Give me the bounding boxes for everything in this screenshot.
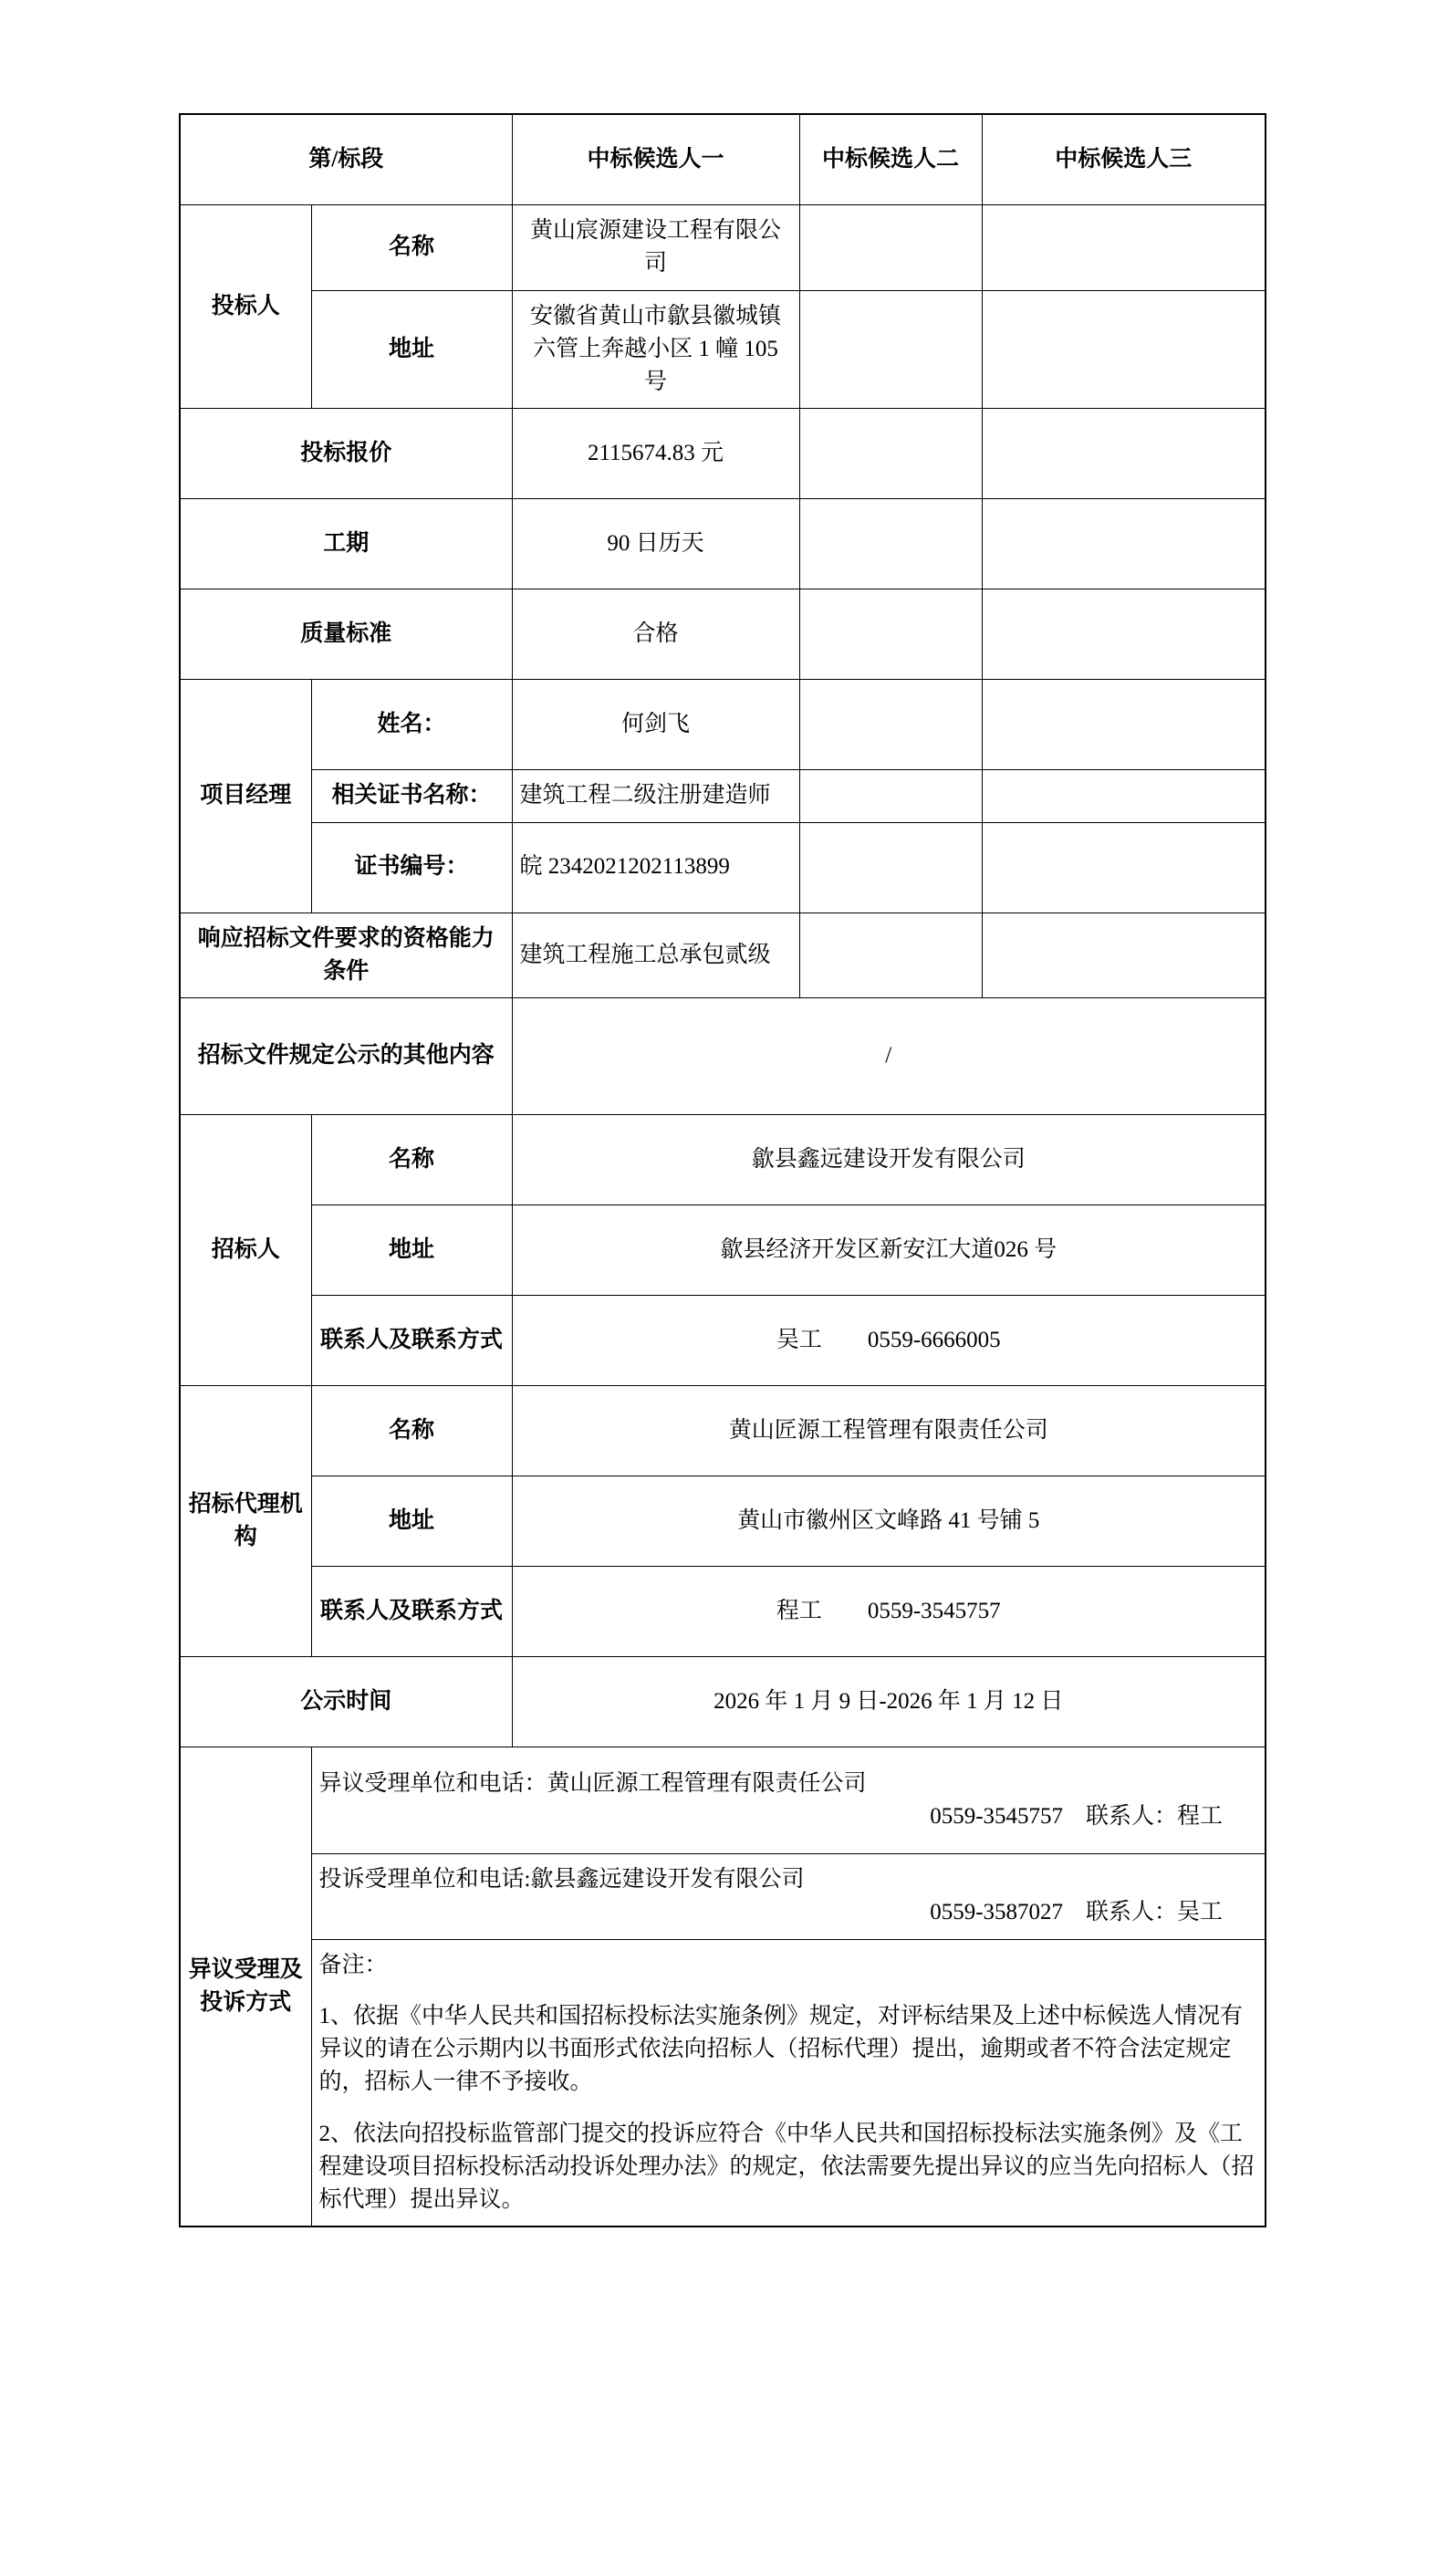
complaint-unit-line-1: 投诉受理单位和电话:歙县鑫远建设开发有限公司 (318, 1867, 805, 1892)
qualification-value: 建筑工程施工总承包贰级 (512, 913, 799, 998)
agency-contact-label: 联系人及联系方式 (311, 1567, 512, 1657)
agency-address-row (180, 1476, 1266, 1567)
pm-name-row (180, 680, 1266, 770)
objection-unit-cell (311, 1747, 1266, 1854)
bid-quality-candidate3 (982, 589, 1266, 680)
agency-name-value: 黄山匠源工程管理有限责任公司 (512, 1386, 1266, 1476)
publication-label: 公示时间 (180, 1657, 512, 1747)
header-candidate-2: 中标候选人二 (799, 114, 982, 205)
complaint-unit-cell (311, 1854, 1266, 1940)
bidder-name-value: 黄山宸源建设工程有限公司 (512, 205, 799, 291)
tenderer-contact-row (180, 1296, 1266, 1386)
table-header-row (180, 114, 1266, 205)
bid-price-label: 投标报价 (180, 409, 512, 499)
header-section-label: 第/标段 (180, 114, 512, 205)
bid-quality-label: 质量标准 (180, 589, 512, 680)
bid-candidate-announcement-table (179, 113, 1265, 2227)
agency-name-label: 名称 (311, 1386, 512, 1476)
bid-quality-value: 合格 (512, 589, 799, 680)
pm-cert-no-candidate2 (799, 822, 982, 913)
tenderer-group-label: 招标人 (180, 1115, 311, 1386)
agency-group-label: 招标代理机构 (180, 1386, 311, 1657)
pm-cert-name-row (180, 770, 1266, 822)
note-item-1: 1、依据《中华人民共和国招标投标法实施条例》规定，对评标结果及上述中标候选人情况有异议的请在公示期内以书面形式依法向招标人（招标代理）提出，逾期或者不符合法定规定的，招标人一律不予接收。 (318, 2003, 1244, 2095)
tenderer-address-row (180, 1205, 1266, 1296)
bidder-address-row (180, 290, 1266, 409)
notes-label: 备注： (318, 1952, 388, 1977)
bid-price-value: 2115674.83 元 (512, 409, 799, 499)
objection-unit-row (180, 1747, 1266, 1854)
qualification-row (180, 913, 1266, 998)
bidder-address-candidate3 (982, 290, 1266, 409)
bid-duration-candidate2 (799, 499, 982, 589)
pm-name-value: 何剑飞 (512, 680, 799, 770)
objection-group-label: 异议受理及投诉方式 (180, 1747, 311, 2227)
bidder-group-label: 投标人 (180, 205, 311, 409)
pm-cert-no-row (180, 822, 1266, 913)
other-content-value: / (512, 998, 1266, 1115)
other-content-row (180, 998, 1266, 1115)
agency-contact-row (180, 1567, 1266, 1657)
bid-price-candidate2 (799, 409, 982, 499)
notes-row (180, 1939, 1266, 2227)
tenderer-address-label: 地址 (311, 1205, 512, 1296)
tenderer-name-row (180, 1115, 1266, 1205)
pm-cert-name-candidate2 (799, 770, 982, 822)
notes-cell (311, 1939, 1266, 2227)
announcement-table (179, 113, 1266, 2227)
header-candidate-3: 中标候选人三 (982, 114, 1266, 205)
agency-address-value: 黄山市徽州区文峰路 41 号铺 5 (512, 1476, 1266, 1567)
objection-unit-line-1: 异议受理单位和电话：黄山匠源工程管理有限责任公司 (318, 1770, 867, 1796)
pm-cert-name-value: 建筑工程二级注册建造师 (512, 770, 799, 822)
bid-quality-candidate2 (799, 589, 982, 680)
bid-price-row (180, 409, 1266, 499)
bidder-name-candidate3 (982, 205, 1266, 291)
pm-cert-no-value: 皖 2342021202113899 (512, 822, 799, 913)
publication-row (180, 1657, 1266, 1747)
tenderer-contact-label: 联系人及联系方式 (311, 1296, 512, 1386)
other-content-label: 招标文件规定公示的其他内容 (180, 998, 512, 1115)
pm-cert-name-candidate3 (982, 770, 1266, 822)
header-candidate-1: 中标候选人一 (512, 114, 799, 205)
pm-group-label: 项目经理 (180, 680, 311, 913)
pm-cert-no-candidate3 (982, 822, 1266, 913)
agency-name-row (180, 1386, 1266, 1476)
qualification-candidate2 (799, 913, 982, 998)
bid-duration-value: 90 日历天 (512, 499, 799, 589)
pm-name-candidate2 (799, 680, 982, 770)
publication-value: 2026 年 1 月 9 日-2026 年 1 月 12 日 (512, 1657, 1266, 1747)
bid-quality-row (180, 589, 1266, 680)
bid-duration-label: 工期 (180, 499, 512, 589)
bidder-address-candidate2 (799, 290, 982, 409)
pm-name-candidate3 (982, 680, 1266, 770)
bid-duration-row (180, 499, 1266, 589)
pm-cert-name-label: 相关证书名称： (311, 770, 512, 822)
tenderer-contact-value: 吴工 0559-6666005 (512, 1296, 1266, 1386)
tenderer-address-value: 歙县经济开发区新安江大道026 号 (512, 1205, 1266, 1296)
qualification-label: 响应招标文件要求的资格能力条件 (180, 913, 512, 998)
pm-name-label: 姓名： (311, 680, 512, 770)
pm-cert-no-label: 证书编号： (311, 822, 512, 913)
objection-unit-line-2: 0559-3545757 联系人：程工 (930, 1804, 1224, 1829)
tenderer-name-value: 歙县鑫远建设开发有限公司 (512, 1115, 1266, 1205)
complaint-unit-line-2: 0559-3587027 联系人：吴工 (930, 1900, 1224, 1925)
bidder-name-candidate2 (799, 205, 982, 291)
qualification-candidate3 (982, 913, 1266, 998)
tenderer-name-label: 名称 (311, 1115, 512, 1205)
agency-address-label: 地址 (311, 1476, 512, 1567)
bidder-address-value: 安徽省黄山市歙县徽城镇六管上奔越小区 1 幢 105 号 (512, 290, 799, 409)
bidder-address-label: 地址 (311, 290, 512, 409)
bid-price-candidate3 (982, 409, 1266, 499)
bidder-name-row (180, 205, 1266, 291)
bidder-name-label: 名称 (311, 205, 512, 291)
note-item-2: 2、依法向招投标监管部门提交的投诉应符合《中华人民共和国招标投标法实施条例》及《工程建设项目招标投标活动投诉处理办法》的规定，依法需要先提出异议的应当先向招标人（招标代理）提出异议。 (318, 2121, 1255, 2212)
complaint-unit-row (180, 1854, 1266, 1940)
agency-contact-value: 程工 0559-3545757 (512, 1567, 1266, 1657)
bid-duration-candidate3 (982, 499, 1266, 589)
